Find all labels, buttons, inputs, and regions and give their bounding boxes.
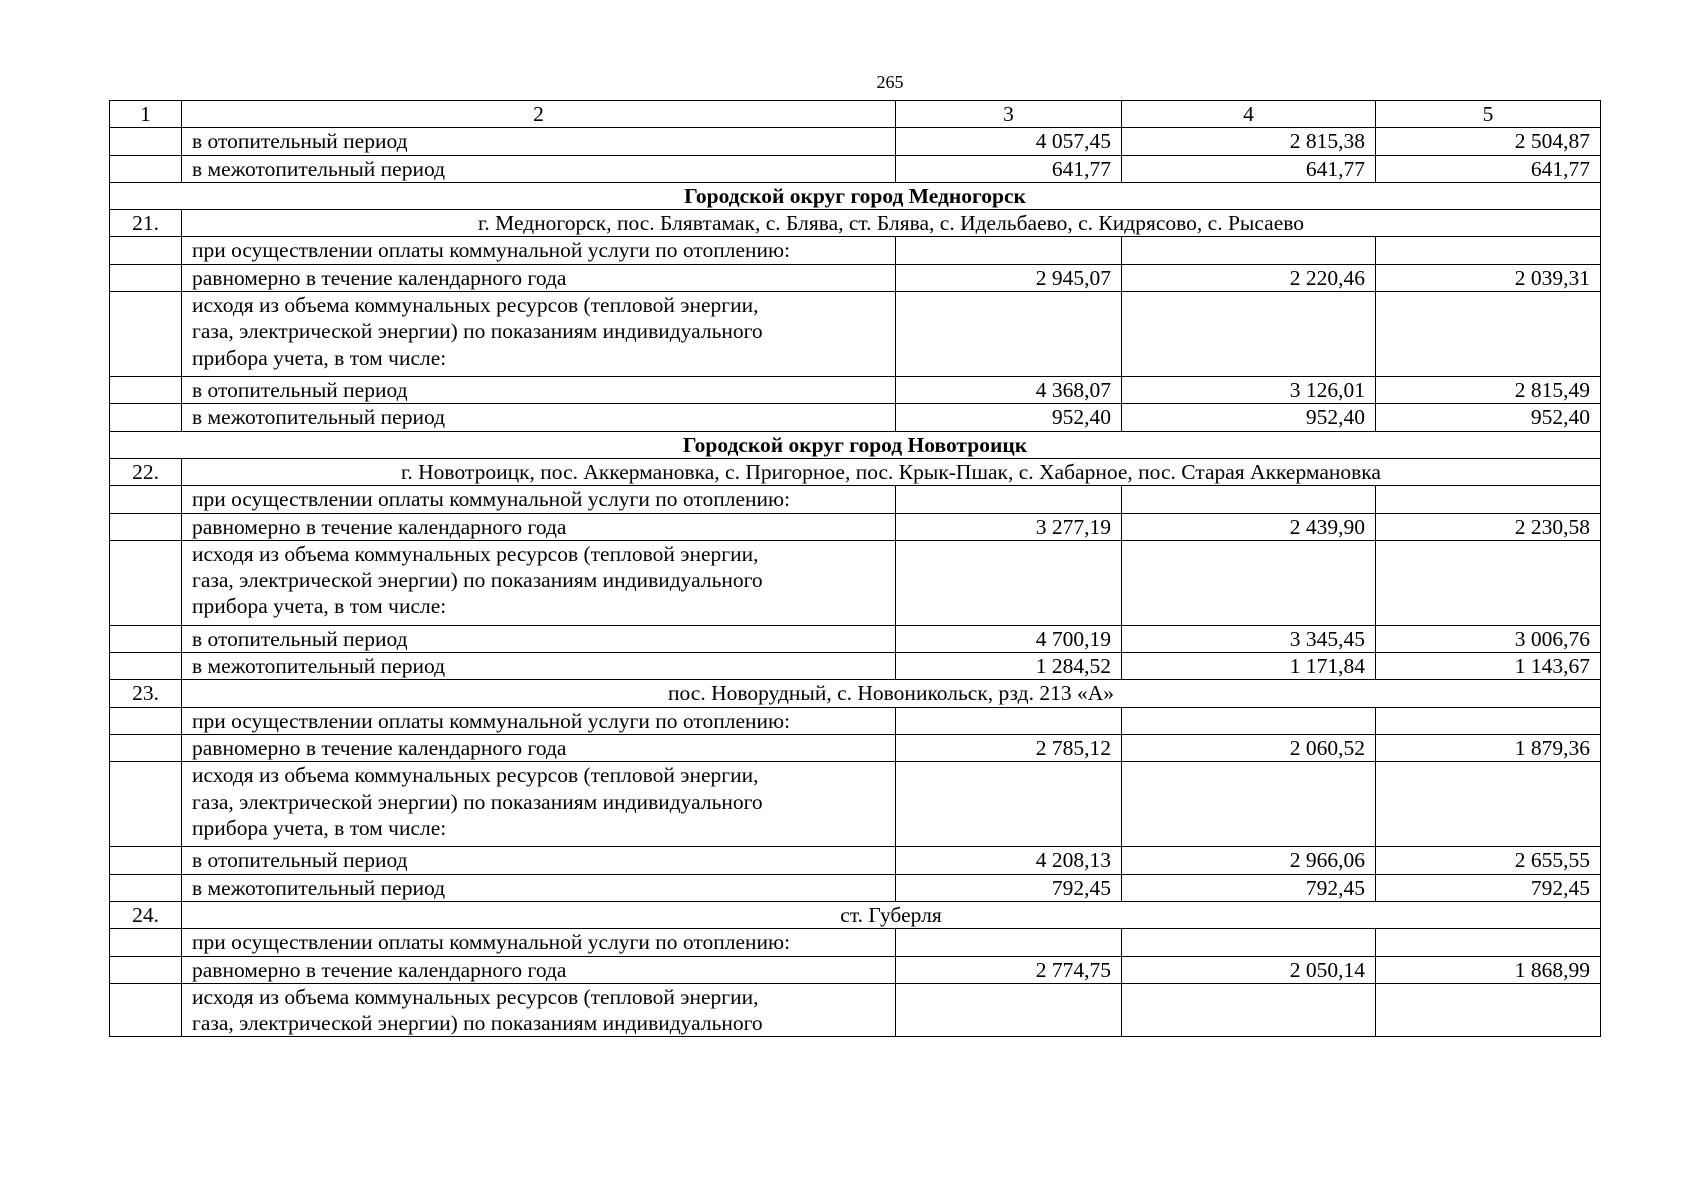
value-col-5: [1376, 707, 1601, 734]
section-heading: Городской округ город Медногорск: [110, 182, 1601, 209]
locality-name: г. Медногорск, пос. Блявтамак, с. Блява, ст. Блява, с. Идельбаево, с. Кидрясово, с. Рысаево: [182, 210, 1601, 237]
column-header-row: [110, 101, 1601, 128]
row-label: [182, 292, 896, 377]
value-col-4: [1122, 983, 1376, 1037]
locality-name: пос. Новорудный, с. Новоникольск, рзд. 213 «А»: [182, 680, 1601, 707]
table-row: [110, 292, 1601, 377]
section-heading-row: [110, 182, 1601, 209]
value-col-4: 2 220,46: [1122, 264, 1376, 291]
table-row: [110, 625, 1601, 652]
row-number: [110, 237, 182, 264]
table-row: [110, 653, 1601, 680]
value-col-5: 2 039,31: [1376, 264, 1601, 291]
locality-row: [110, 210, 1601, 237]
row-number: [110, 847, 182, 874]
value-col-4: [1122, 762, 1376, 847]
locality-name: ст. Губерля: [182, 901, 1601, 928]
row-label: при осуществлении оплаты коммунальной услуги по отоплению:: [182, 929, 896, 956]
row-label: [182, 762, 896, 847]
row-label: равномерно в течение календарного года: [182, 264, 896, 291]
row-label: в отопительный период: [182, 847, 896, 874]
table-row: [110, 540, 1601, 625]
row-number: [110, 956, 182, 983]
row-label: в межотопительный период: [182, 155, 896, 182]
row-number: [110, 762, 182, 847]
row-number: [110, 625, 182, 652]
row-label-line: исходя из объема коммунальных ресурсов (тепловой энергии,: [192, 984, 759, 1009]
value-col-4: 3 126,01: [1122, 377, 1376, 404]
value-col-3: 4 208,13: [896, 847, 1122, 874]
value-col-5: [1376, 762, 1601, 847]
value-col-5: 1 868,99: [1376, 956, 1601, 983]
table-row: [110, 707, 1601, 734]
value-col-5: 2 815,49: [1376, 377, 1601, 404]
value-col-3: [896, 540, 1122, 625]
locality-row: [110, 458, 1601, 485]
row-number: [110, 264, 182, 291]
value-col-5: [1376, 929, 1601, 956]
row-number: [110, 513, 182, 540]
row-label: в отопительный период: [182, 377, 896, 404]
row-number: 23.: [110, 680, 182, 707]
value-col-4: [1122, 237, 1376, 264]
table-row: [110, 735, 1601, 762]
value-col-3: 952,40: [896, 404, 1122, 431]
page-number: 265: [876, 72, 904, 92]
row-label: в отопительный период: [182, 128, 896, 155]
table-row: [110, 237, 1601, 264]
value-col-5: 1 143,67: [1376, 653, 1601, 680]
row-label-line: прибора учета, в том числе:: [192, 594, 447, 619]
row-number: [110, 929, 182, 956]
value-col-5: [1376, 292, 1601, 377]
column-header-5: 5: [1376, 101, 1601, 128]
value-col-3: 1 284,52: [896, 653, 1122, 680]
value-col-3: [896, 983, 1122, 1037]
value-col-4: 952,40: [1122, 404, 1376, 431]
value-col-4: [1122, 540, 1376, 625]
table-row: [110, 956, 1601, 983]
row-label-line: газа, электрической энергии) по показаниям индивидуального: [192, 568, 763, 593]
table-row: [110, 513, 1601, 540]
row-number: [110, 128, 182, 155]
locality-row: [110, 901, 1601, 928]
row-number: 22.: [110, 458, 182, 485]
value-col-3: [896, 762, 1122, 847]
value-col-3: 4 057,45: [896, 128, 1122, 155]
locality-name: г. Новотроицк, пос. Аккермановка, с. Пригорное, пос. Крык-Пшак, с. Хабарное, пос. Старая Аккермановка: [182, 458, 1601, 485]
value-col-3: [896, 292, 1122, 377]
table-row: [110, 874, 1601, 901]
row-label-line: прибора учета, в том числе:: [192, 815, 447, 840]
row-label: в межотопительный период: [182, 874, 896, 901]
value-col-3: [896, 929, 1122, 956]
row-label-line: газа, электрической энергии) по показаниям индивидуального: [192, 789, 763, 814]
value-col-4: 2 966,06: [1122, 847, 1376, 874]
row-label: равномерно в течение календарного года: [182, 513, 896, 540]
row-label: при осуществлении оплаты коммунальной услуги по отоплению:: [182, 707, 896, 734]
table-row: [110, 983, 1601, 1037]
value-col-5: 3 006,76: [1376, 625, 1601, 652]
value-col-3: 2 774,75: [896, 956, 1122, 983]
value-col-5: [1376, 486, 1601, 513]
value-col-4: 2 439,90: [1122, 513, 1376, 540]
row-label: в отопительный период: [182, 625, 896, 652]
row-number: [110, 486, 182, 513]
value-col-4: [1122, 707, 1376, 734]
table-row: [110, 847, 1601, 874]
value-col-5: [1376, 237, 1601, 264]
row-label: [182, 983, 896, 1037]
value-col-3: 4 368,07: [896, 377, 1122, 404]
section-heading: Городской округ город Новотроицк: [110, 431, 1601, 458]
value-col-4: 2 050,14: [1122, 956, 1376, 983]
row-label-line: исходя из объема коммунальных ресурсов (тепловой энергии,: [192, 293, 759, 318]
table-row: [110, 264, 1601, 291]
table-body: [110, 101, 1601, 1037]
value-col-5: 2 655,55: [1376, 847, 1601, 874]
value-col-4: [1122, 929, 1376, 956]
row-label: при осуществлении оплаты коммунальной услуги по отоплению:: [182, 486, 896, 513]
row-number: [110, 653, 182, 680]
value-col-4: [1122, 292, 1376, 377]
row-number: [110, 874, 182, 901]
value-col-4: 1 171,84: [1122, 653, 1376, 680]
value-col-3: 641,77: [896, 155, 1122, 182]
row-label-line: прибора учета, в том числе:: [192, 345, 447, 370]
value-col-4: 641,77: [1122, 155, 1376, 182]
row-label-line: газа, электрической энергии) по показаниям индивидуального: [192, 1011, 763, 1036]
column-header-2: 2: [182, 101, 896, 128]
table-row: [110, 486, 1601, 513]
column-header-1: 1: [110, 101, 182, 128]
value-col-5: [1376, 540, 1601, 625]
row-number: [110, 404, 182, 431]
value-col-5: 952,40: [1376, 404, 1601, 431]
row-number: [110, 735, 182, 762]
tariff-table: [109, 100, 1601, 1037]
row-number: 21.: [110, 210, 182, 237]
column-header-4: 4: [1122, 101, 1376, 128]
row-number: [110, 983, 182, 1037]
value-col-4: 2 815,38: [1122, 128, 1376, 155]
value-col-4: 2 060,52: [1122, 735, 1376, 762]
row-number: [110, 155, 182, 182]
row-label: равномерно в течение календарного года: [182, 735, 896, 762]
value-col-3: 4 700,19: [896, 625, 1122, 652]
row-label: при осуществлении оплаты коммунальной услуги по отоплению:: [182, 237, 896, 264]
row-label-line: исходя из объема коммунальных ресурсов (тепловой энергии,: [192, 763, 759, 788]
value-col-3: 2 945,07: [896, 264, 1122, 291]
value-col-5: 1 879,36: [1376, 735, 1601, 762]
value-col-3: [896, 237, 1122, 264]
row-label: в межотопительный период: [182, 653, 896, 680]
value-col-3: 3 277,19: [896, 513, 1122, 540]
table-row: [110, 404, 1601, 431]
table-row: [110, 128, 1601, 155]
value-col-5: 641,77: [1376, 155, 1601, 182]
value-col-5: 2 230,58: [1376, 513, 1601, 540]
value-col-3: [896, 486, 1122, 513]
row-label: равномерно в течение календарного года: [182, 956, 896, 983]
row-number: [110, 540, 182, 625]
table-row: [110, 762, 1601, 847]
value-col-5: 2 504,87: [1376, 128, 1601, 155]
value-col-4: 3 345,45: [1122, 625, 1376, 652]
locality-row: [110, 680, 1601, 707]
value-col-3: 2 785,12: [896, 735, 1122, 762]
value-col-4: [1122, 486, 1376, 513]
value-col-5: 792,45: [1376, 874, 1601, 901]
value-col-5: [1376, 983, 1601, 1037]
column-header-3: 3: [896, 101, 1122, 128]
value-col-3: 792,45: [896, 874, 1122, 901]
value-col-3: [896, 707, 1122, 734]
row-number: [110, 292, 182, 377]
value-col-4: 792,45: [1122, 874, 1376, 901]
table-row: [110, 155, 1601, 182]
row-label-line: газа, электрической энергии) по показаниям индивидуального: [192, 319, 763, 344]
row-label-line: исходя из объема коммунальных ресурсов (тепловой энергии,: [192, 541, 759, 566]
row-label: [182, 540, 896, 625]
table-row: [110, 929, 1601, 956]
table-row: [110, 377, 1601, 404]
row-number: 24.: [110, 901, 182, 928]
row-label: в межотопительный период: [182, 404, 896, 431]
row-number: [110, 377, 182, 404]
row-number: [110, 707, 182, 734]
section-heading-row: [110, 431, 1601, 458]
